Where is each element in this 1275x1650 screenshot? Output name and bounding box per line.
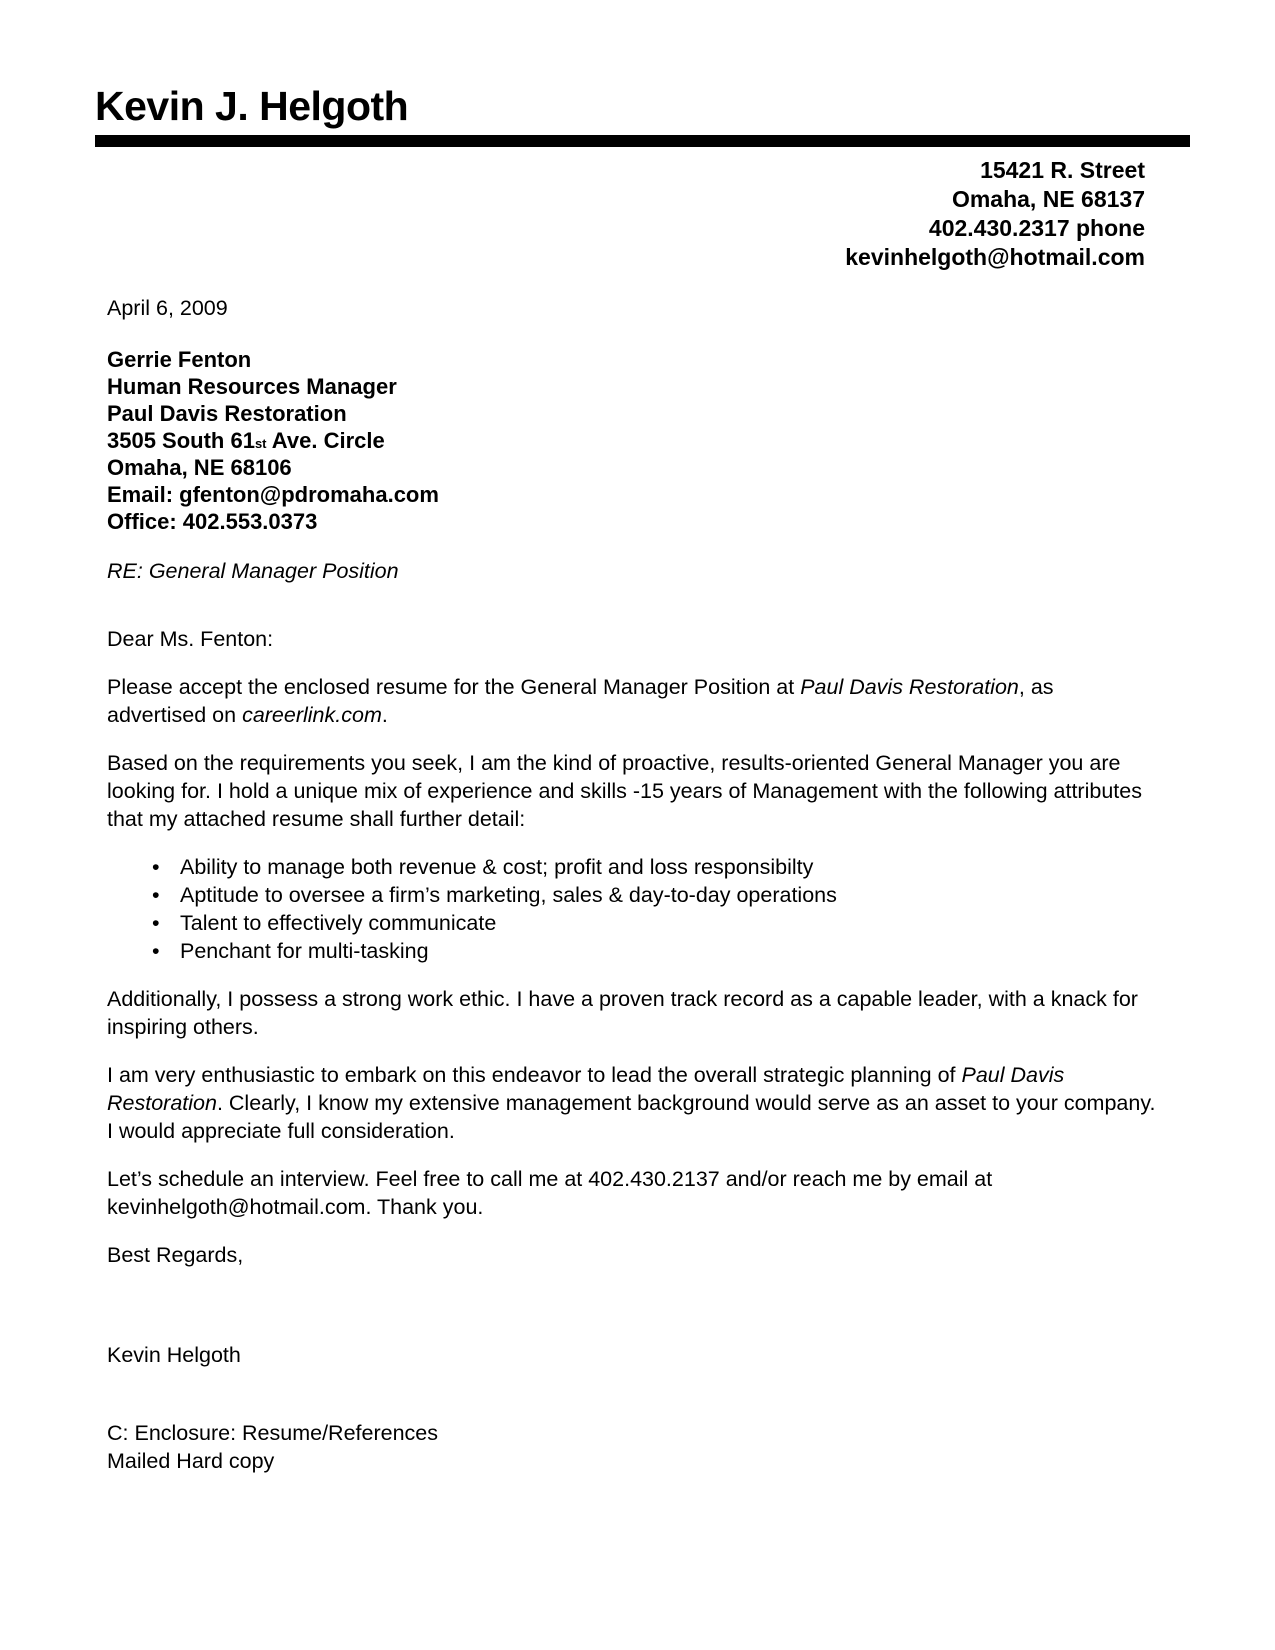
sender-street: 15421 R. Street <box>980 157 1145 183</box>
body-paragraph <box>107 985 1157 1041</box>
bullet-item: • Talent to effectively communicate <box>150 909 1157 937</box>
text-segment: . Clearly, I know my extensive management background would serve as an asset to your company. I would appreciate full consideration. <box>107 1091 1156 1143</box>
recipient-street: 3505 South 61st Ave. Circle <box>107 428 385 453</box>
mailed-hard-copy-line: Mailed Hard copy <box>107 1449 275 1473</box>
sender-phone: 402.430.2317 phone <box>928 215 1145 241</box>
header-divider-rule <box>95 135 1190 147</box>
italic-text-segment: careerlink.com <box>242 703 382 727</box>
text-segment: Please accept the enclosed resume for the General Manager Position at <box>107 675 801 699</box>
closing-line: Best Regards, <box>107 1243 244 1267</box>
text-segment: , as advertised on <box>107 675 1054 727</box>
signature-name: Kevin Helgoth <box>107 1343 241 1367</box>
text-segment: Additionally, I possess a strong work ethic. I have a proven track record as a capable leader, with a knack for inspiring others. <box>107 987 1138 1039</box>
recipient-company: Paul Davis Restoration <box>107 401 347 426</box>
recipient-title: Human Resources Manager <box>107 374 397 399</box>
text-segment: I am very enthusiastic to embark on this endeavor to lead the overall strategic planning of <box>107 1063 962 1087</box>
enclosure-block <box>107 1419 1157 1475</box>
sender-address-block <box>0 156 1145 272</box>
sender-city-state-zip: Omaha, NE 68137 <box>951 186 1145 212</box>
letter-body <box>107 294 1157 1475</box>
body-paragraph <box>107 673 1157 729</box>
street-ordinal-suffix: st <box>254 436 267 451</box>
salutation-line: Dear Ms. Fenton: <box>107 627 274 651</box>
text-segment: Let’s schedule an interview. Feel free to call me at 402.430.2137 and/or reach me by email at kevinhelgoth@hotmail.com. Thank you. <box>107 1167 993 1219</box>
body-paragraph <box>107 1061 1157 1145</box>
text-segment: Based on the requirements you seek, I am the kind of proactive, results-oriented General Manager you are looking for. I hold a unique mix of experience and skills -15 years of Management with the following attributes that my attached resume shall further detail: <box>107 751 1142 831</box>
italic-text-segment: Paul Davis Restoration <box>107 1063 1065 1115</box>
bullet-list <box>150 853 1157 965</box>
page-title: Kevin J. Helgoth <box>95 83 409 129</box>
sender-email: kevinhelgoth@hotmail.com <box>845 244 1145 270</box>
body-paragraph <box>107 1165 1157 1221</box>
recipient-email: Email: gfenton@pdromaha.com <box>107 482 439 507</box>
text-segment: . <box>381 703 388 727</box>
recipient-name: Gerrie Fenton <box>107 347 252 372</box>
bullet-item: • Aptitude to oversee a firm’s marketing, sales & day-to-day operations <box>150 881 1157 909</box>
bullet-item: • Penchant for multi-tasking <box>150 937 1157 965</box>
enclosure-line: C: Enclosure: Resume/References <box>107 1421 439 1445</box>
bullet-item: • Ability to manage both revenue & cost; profit and loss responsibilty <box>150 853 1157 881</box>
subject-line: RE: General Manager Position <box>107 559 399 583</box>
date-line: April 6, 2009 <box>107 296 228 320</box>
recipient-office-phone: Office: 402.553.0373 <box>107 509 318 534</box>
body-paragraph <box>107 749 1157 833</box>
recipient-city-state-zip: Omaha, NE 68106 <box>107 455 292 480</box>
recipient-address-block <box>107 346 1157 535</box>
italic-text-segment: Paul Davis Restoration <box>800 675 1019 699</box>
